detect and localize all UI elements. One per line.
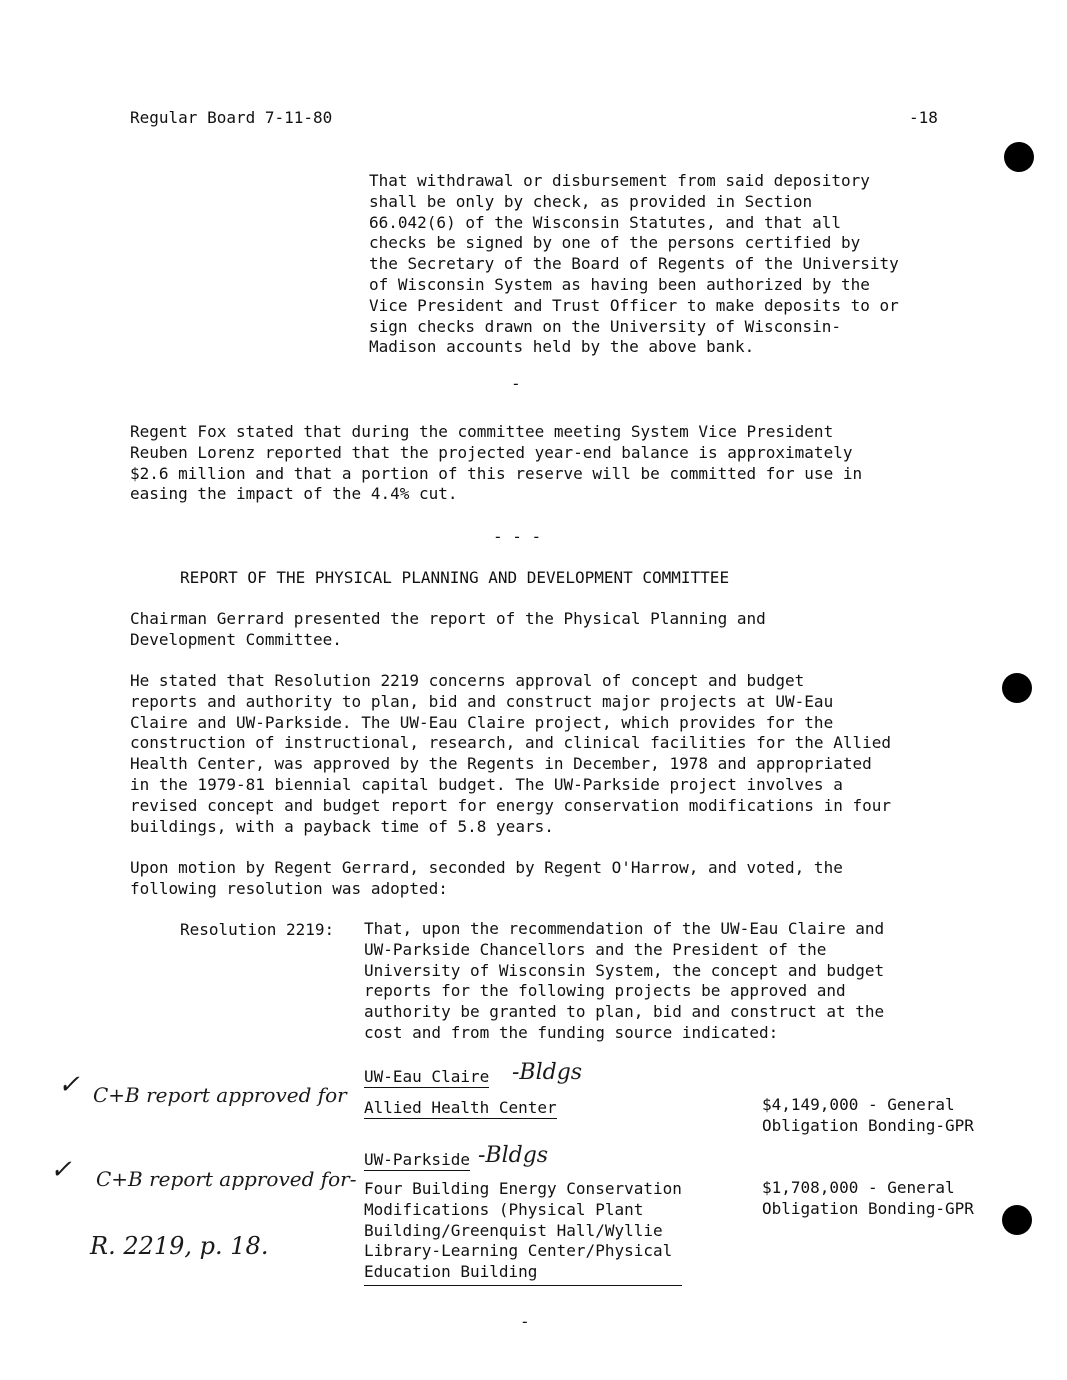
- handwritten-reference: R. 2219, p. 18.: [90, 1232, 269, 1260]
- handwritten-bldgs-note-eau-claire: -Bldgs: [512, 1060, 583, 1085]
- project-name-energy-conservation: Four Building Energy Conservation Modifications (Physical Plant Building/Greenquist Hall/Wyllie Library-Learning Center/Physical Education Building: [364, 1179, 682, 1286]
- section-separator: - - -: [493, 527, 542, 546]
- handwritten-bldgs-note-parkside: -Bldgs: [478, 1143, 549, 1168]
- handwritten-margin-note-1: C+B report approved for: [93, 1083, 347, 1107]
- resolution-summary-paragraph: He stated that Resolution 2219 concerns approval of concept and budget reports and authority to plan, bid and construct major projects at UW-Eau Claire and UW-Parkside. The UW-Eau Claire project, which provides for the construction of instructional, research, and clinical facilities for the Allied Health Center, was approved by the Regents in December, 1978 and appropriated in the 1979-81 biennial capital budget. The UW-Parkside project involves a revised concept and budget report for energy conservation modifications in four buildings, with a payback time of 5.8 years.: [130, 671, 891, 836]
- bottom-separator-dash: -: [520, 1312, 530, 1331]
- motion-paragraph: Upon motion by Regent Gerrard, seconded by Regent O'Harrow, and voted, the following resolution was adopted:: [130, 858, 843, 898]
- checkmark-1: ✓: [58, 1070, 80, 1100]
- resolution-text: That, upon the recommendation of the UW-Eau Claire and UW-Parkside Chancellors and the President of the University of Wisconsin System, the concept and budget reports for the following projects be approved and authority be granted to plan, bid and construct at the cost and from the funding source indicated:: [364, 919, 885, 1042]
- punch-hole-bottom: [1002, 1205, 1032, 1235]
- funding-parkside: $1,708,000 - General Obligation Bonding-GPR: [762, 1178, 974, 1218]
- section-heading: REPORT OF THE PHYSICAL PLANNING AND DEVELOPMENT COMMITTEE: [180, 568, 730, 587]
- regent-fox-paragraph: Regent Fox stated that during the committee meeting System Vice President Reuben Lorenz reported that the projected year-end balance is approximately $2.6 million and that a portion of this reserve will be committed for use in easing the impact of the 4.4% cut.: [130, 422, 863, 504]
- project-name-allied-health: Allied Health Center: [364, 1098, 557, 1117]
- checkmark-2: ✓: [50, 1155, 72, 1185]
- page-number: -18: [909, 108, 938, 127]
- campus-heading-parkside: UW-Parkside: [364, 1150, 470, 1169]
- handwritten-margin-note-2: C+B report approved for-: [96, 1167, 357, 1191]
- punch-hole-top: [1004, 142, 1034, 172]
- punch-hole-middle: [1002, 673, 1032, 703]
- page-header-title: Regular Board 7-11-80: [130, 108, 333, 127]
- resolution-label: Resolution 2219:: [180, 920, 335, 939]
- campus-heading-eau-claire: UW-Eau Claire: [364, 1067, 490, 1086]
- withdrawal-paragraph: That withdrawal or disbursement from said depository shall be only by check, as provided in Section 66.042(6) of the Wisconsin Statutes, and that all checks be signed by one of the persons certified by the Secretary of the Board of Regents of the University of Wisconsin System as having been authorized by the Vice President and Trust Officer to make deposits to or sign checks drawn on the University of Wisconsin- Madison accounts held by the above bank.: [369, 171, 899, 357]
- separator-dash: -: [511, 374, 521, 393]
- funding-eau-claire: $4,149,000 - General Obligation Bonding-GPR: [762, 1095, 974, 1135]
- chairman-gerrard-paragraph: Chairman Gerrard presented the report of the Physical Planning and Development Committee.: [130, 609, 766, 649]
